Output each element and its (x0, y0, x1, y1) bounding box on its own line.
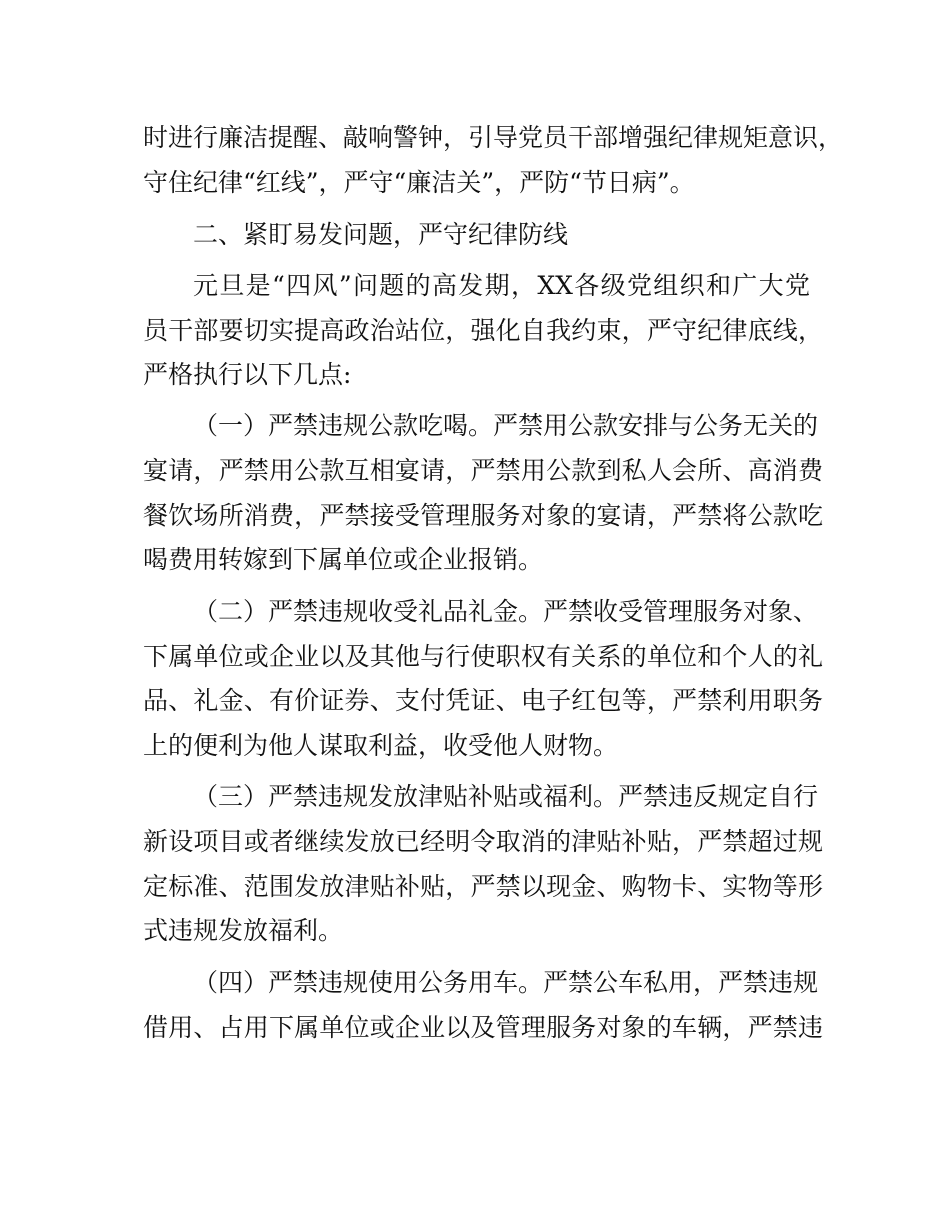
text-line: 餐饮场所消费，严禁接受管理服务对象的宴请，严禁将公款吃 (143, 501, 823, 530)
text-line: 新设项目或者继续发放已经明令取消的津贴补贴，严禁超过规 (143, 827, 823, 856)
text-line: 时进行廉洁提醒、敲响警钟，引导党员干部增强纪律规矩意识， (143, 123, 844, 152)
text-line: 借用、占用下属单位或企业以及管理服务对象的车辆，严禁违 (143, 1013, 823, 1042)
text-line: 式违规发放福利。 (143, 916, 344, 945)
text-line: （四）严禁违规使用公务用车。严禁公车私用，严禁违规 (193, 968, 819, 997)
text-line: 守住纪律“红线”，严守“廉洁关”，严防“节日病”。 (143, 168, 695, 197)
text-line: 严格执行以下几点: (143, 360, 352, 389)
text-line: 宴请，严禁用公款互相宴请，严禁用公款到私人会所、高消费 (143, 456, 823, 485)
text-line: 上的便利为他人谋取利益，收受他人财物。 (143, 731, 619, 760)
section-heading: 二、紧盯易发问题，严守纪律防线 (193, 220, 569, 249)
text-line: 员干部要切实提高政治站位，强化自我约束，严守纪律底线， (143, 316, 823, 345)
text-line: 下属单位或企业以及其他与行使职权有关系的单位和个人的礼 (143, 642, 823, 671)
text-line: （一）严禁违规公款吃喝。严禁用公款安排与公务无关的 (193, 411, 819, 440)
text-line: 喝费用转嫁到下属单位或企业报销。 (143, 545, 544, 574)
text-line: 元旦是“四风”问题的高发期，XX各级党组织和广大党 (193, 271, 810, 300)
text-line: 定标准、范围发放津贴补贴，严禁以现金、购物卡、实物等形 (143, 872, 823, 901)
text-line: （二）严禁违规收受礼品礼金。严禁收受管理服务对象、 (193, 597, 819, 626)
text-line: （三）严禁违规发放津贴补贴或福利。严禁违反规定自行 (193, 782, 819, 811)
text-line: 品、礼金、有价证券、支付凭证、电子红包等，严禁利用职务 (143, 686, 823, 715)
